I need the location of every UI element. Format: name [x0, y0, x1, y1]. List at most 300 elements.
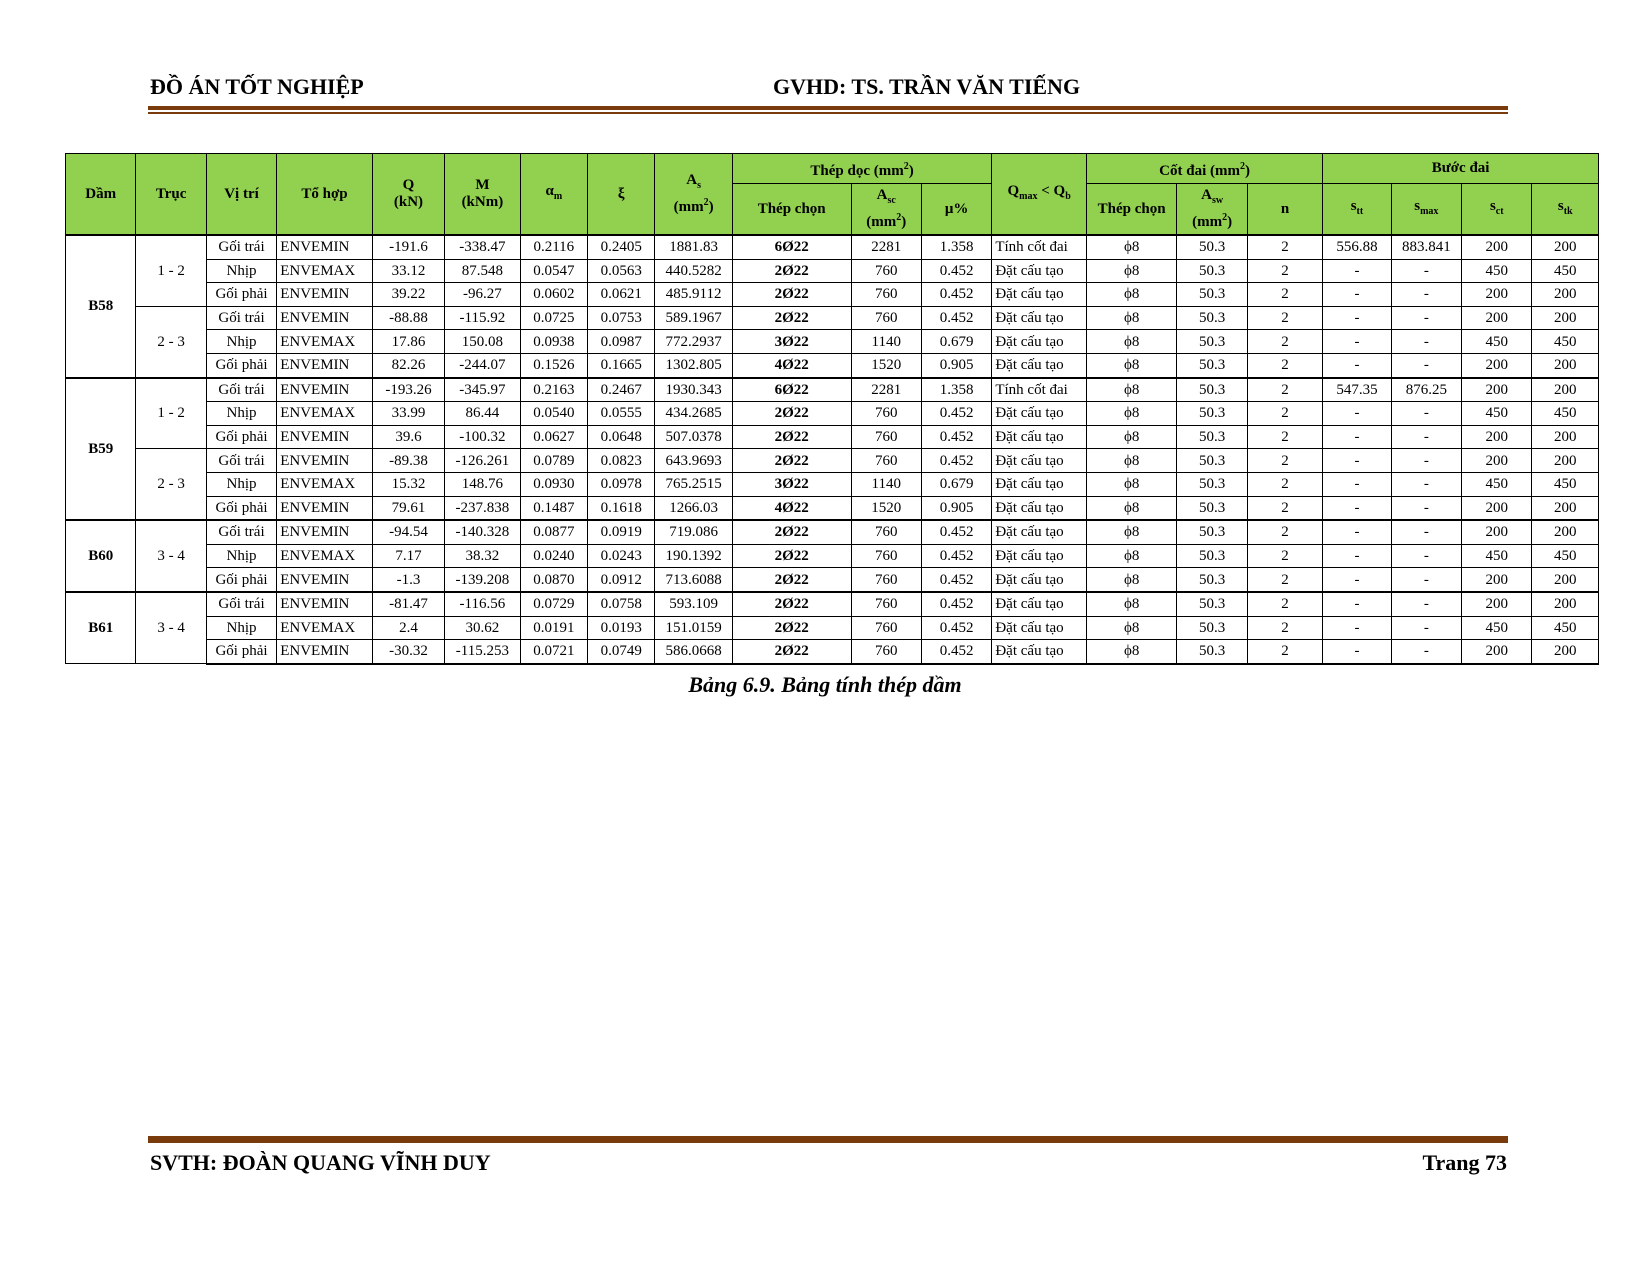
cell-sct: 450: [1462, 472, 1532, 496]
cell-thep-chon: 2Ø22: [732, 425, 851, 449]
table-row: [66, 259, 1599, 283]
cell-n: 2: [1247, 235, 1322, 259]
cell-dam: B61: [66, 592, 136, 664]
cell-n: 2: [1247, 330, 1322, 354]
cell-asw: 50.3: [1177, 472, 1247, 496]
cell-m: -116.56: [445, 592, 520, 616]
table-row: [66, 330, 1599, 354]
cell-smax: -: [1391, 496, 1461, 520]
footer-student: SVTH: ĐOÀN QUANG VĨNH DUY: [150, 1150, 491, 1175]
cell-stt: -: [1323, 520, 1391, 544]
cell-q-compare: Đặt cấu tạo: [992, 472, 1087, 496]
cell-n: 2: [1247, 425, 1322, 449]
col-alpha-m: $\alpha_m$: [520, 154, 587, 236]
cell-smax: -: [1391, 544, 1461, 568]
cell-mu: 0.452: [921, 283, 991, 307]
table-row: [66, 496, 1599, 520]
cell-stk: 200: [1532, 568, 1599, 592]
cell-asc: 1140: [851, 330, 921, 354]
cell-asc: 760: [851, 449, 921, 473]
cell-m: -126.261: [445, 449, 520, 473]
cell-as: 593.109: [655, 592, 732, 616]
cell-sct: 450: [1462, 259, 1532, 283]
cell-m: 150.08: [445, 330, 520, 354]
cell-mu: 0.452: [921, 544, 991, 568]
cell-q: 39.6: [372, 425, 444, 449]
cell-vi-tri: Gối phải: [206, 496, 276, 520]
cell-stt: -: [1323, 425, 1391, 449]
cell-to-hop: ENVEMAX: [277, 402, 373, 426]
cell-thep-dai: ϕ8: [1086, 496, 1177, 520]
cell-sct: 200: [1462, 520, 1532, 544]
cell-mu: 0.452: [921, 402, 991, 426]
col-thep-chon-dai: Thép chọn: [1086, 184, 1177, 236]
col-tohop: Tổ hợp: [277, 154, 373, 236]
col-dam: Dầm: [66, 154, 136, 236]
cell-alpha-m: 0.0540: [520, 402, 587, 426]
cell-vi-tri: Gối trái: [206, 378, 276, 402]
cell-asc: 760: [851, 259, 921, 283]
table-row: [66, 235, 1599, 259]
cell-q-compare: Đặt cấu tạo: [992, 283, 1087, 307]
cell-n: 2: [1247, 402, 1322, 426]
cell-q-compare: Đặt cấu tạo: [992, 306, 1087, 330]
cell-asc: 760: [851, 616, 921, 640]
cell-thep-dai: ϕ8: [1086, 568, 1177, 592]
cell-stk: 200: [1532, 592, 1599, 616]
cell-q-compare: Đặt cấu tạo: [992, 449, 1087, 473]
cell-vi-tri: Gối phải: [206, 640, 276, 664]
cell-q-compare: Đặt cấu tạo: [992, 616, 1087, 640]
cell-as: 434.2685: [655, 402, 732, 426]
cell-stt: -: [1323, 283, 1391, 307]
table-row: [66, 640, 1599, 664]
table-row: [66, 520, 1599, 544]
cell-q-compare: Đặt cấu tạo: [992, 259, 1087, 283]
cell-thep-chon: 6Ø22: [732, 235, 851, 259]
cell-asw: 50.3: [1177, 449, 1247, 473]
cell-thep-chon: 2Ø22: [732, 640, 851, 664]
cell-n: 2: [1247, 544, 1322, 568]
cell-vi-tri: Gối phải: [206, 353, 276, 377]
cell-stt: -: [1323, 402, 1391, 426]
cell-asw: 50.3: [1177, 330, 1247, 354]
cell-q-compare: Đặt cấu tạo: [992, 640, 1087, 664]
cell-thep-chon: 2Ø22: [732, 592, 851, 616]
cell-q-compare: Tính cốt đai: [992, 378, 1087, 402]
cell-m: -115.253: [445, 640, 520, 664]
cell-dam: B60: [66, 520, 136, 592]
cell-q-compare: Đặt cấu tạo: [992, 353, 1087, 377]
cell-n: 2: [1247, 520, 1322, 544]
cell-q: -193.26: [372, 378, 444, 402]
col-q: Q (kN): [372, 154, 444, 236]
cell-m: -96.27: [445, 283, 520, 307]
cell-n: 2: [1247, 496, 1322, 520]
cell-stk: 200: [1532, 449, 1599, 473]
cell-m: -237.838: [445, 496, 520, 520]
cell-stt: -: [1323, 568, 1391, 592]
table-header: [66, 154, 1599, 236]
cell-smax: -: [1391, 472, 1461, 496]
table-row: [66, 402, 1599, 426]
cell-sct: 450: [1462, 616, 1532, 640]
cell-sct: 200: [1462, 235, 1532, 259]
cell-mu: 0.452: [921, 306, 991, 330]
cell-thep-chon: 4Ø22: [732, 353, 851, 377]
table-row: [66, 592, 1599, 616]
cell-q-compare: Tính cốt đai: [992, 235, 1087, 259]
cell-mu: 0.452: [921, 616, 991, 640]
col-thep-chon: Thép chọn: [732, 184, 851, 236]
col-m: M (kNm): [445, 154, 520, 236]
cell-as: 1881.83: [655, 235, 732, 259]
cell-n: 2: [1247, 616, 1322, 640]
cell-stk: 450: [1532, 330, 1599, 354]
cell-to-hop: ENVEMIN: [277, 592, 373, 616]
cell-to-hop: ENVEMIN: [277, 496, 373, 520]
cell-q: -89.38: [372, 449, 444, 473]
cell-q: 39.22: [372, 283, 444, 307]
cell-vi-tri: Gối trái: [206, 520, 276, 544]
cell-stk: 450: [1532, 472, 1599, 496]
cell-smax: -: [1391, 330, 1461, 354]
cell-xi: 0.0919: [588, 520, 655, 544]
cell-thep-chon: 4Ø22: [732, 496, 851, 520]
cell-alpha-m: 0.0930: [520, 472, 587, 496]
cell-thep-chon: 6Ø22: [732, 378, 851, 402]
cell-stk: 200: [1532, 306, 1599, 330]
cell-q-compare: Đặt cấu tạo: [992, 568, 1087, 592]
cell-thep-dai: ϕ8: [1086, 353, 1177, 377]
group-buoc-dai: Bước đai: [1323, 154, 1599, 184]
cell-truc: 3 - 4: [136, 520, 206, 592]
col-asc: $A_{sc}$ $(mm^2)$: [851, 184, 921, 236]
cell-m: 87.548: [445, 259, 520, 283]
cell-stt: -: [1323, 496, 1391, 520]
cell-asc: 760: [851, 306, 921, 330]
table-row: [66, 283, 1599, 307]
cell-asc: 1140: [851, 472, 921, 496]
cell-sct: 450: [1462, 544, 1532, 568]
cell-to-hop: ENVEMAX: [277, 472, 373, 496]
table-row: [66, 306, 1599, 330]
cell-asc: 760: [851, 520, 921, 544]
cell-as: 772.2937: [655, 330, 732, 354]
cell-mu: 0.452: [921, 568, 991, 592]
cell-to-hop: ENVEMIN: [277, 235, 373, 259]
cell-q: 79.61: [372, 496, 444, 520]
cell-smax: -: [1391, 402, 1461, 426]
cell-asw: 50.3: [1177, 496, 1247, 520]
cell-thep-chon: 2Ø22: [732, 283, 851, 307]
cell-vi-tri: Nhịp: [206, 616, 276, 640]
cell-asw: 50.3: [1177, 259, 1247, 283]
col-vitri: Vị trí: [206, 154, 276, 236]
col-asw: $A_{sw}$ $(mm^2)$: [1177, 184, 1247, 236]
cell-q: -94.54: [372, 520, 444, 544]
cell-stk: 200: [1532, 520, 1599, 544]
cell-as: 440.5282: [655, 259, 732, 283]
cell-vi-tri: Nhịp: [206, 472, 276, 496]
cell-m: 38.32: [445, 544, 520, 568]
cell-mu: 0.452: [921, 592, 991, 616]
cell-sct: 200: [1462, 283, 1532, 307]
cell-asc: 1520: [851, 496, 921, 520]
cell-stk: 450: [1532, 616, 1599, 640]
cell-asc: 760: [851, 544, 921, 568]
cell-thep-dai: ϕ8: [1086, 330, 1177, 354]
cell-alpha-m: 0.1526: [520, 353, 587, 377]
cell-alpha-m: 0.0240: [520, 544, 587, 568]
cell-sct: 450: [1462, 402, 1532, 426]
cell-as: 190.1392: [655, 544, 732, 568]
cell-thep-chon: 3Ø22: [732, 472, 851, 496]
cell-xi: 0.0563: [588, 259, 655, 283]
cell-stt: -: [1323, 640, 1391, 664]
cell-sct: 200: [1462, 496, 1532, 520]
footer-page-number: Trang 73: [1422, 1150, 1507, 1175]
cell-xi: 0.0823: [588, 449, 655, 473]
cell-stt: 547.35: [1323, 378, 1391, 402]
cell-n: 2: [1247, 449, 1322, 473]
cell-sct: 200: [1462, 353, 1532, 377]
cell-xi: 0.1618: [588, 496, 655, 520]
cell-thep-dai: ϕ8: [1086, 640, 1177, 664]
cell-asw: 50.3: [1177, 402, 1247, 426]
cell-to-hop: ENVEMIN: [277, 425, 373, 449]
cell-thep-chon: 2Ø22: [732, 544, 851, 568]
cell-q-compare: Đặt cấu tạo: [992, 592, 1087, 616]
cell-alpha-m: 0.0602: [520, 283, 587, 307]
cell-alpha-m: 0.2116: [520, 235, 587, 259]
cell-stk: 450: [1532, 544, 1599, 568]
cell-vi-tri: Nhịp: [206, 544, 276, 568]
cell-asc: 1520: [851, 353, 921, 377]
cell-thep-dai: ϕ8: [1086, 544, 1177, 568]
cell-vi-tri: Nhịp: [206, 402, 276, 426]
cell-vi-tri: Gối trái: [206, 306, 276, 330]
cell-sct: 200: [1462, 449, 1532, 473]
cell-xi: 0.2405: [588, 235, 655, 259]
cell-to-hop: ENVEMAX: [277, 544, 373, 568]
cell-smax: -: [1391, 283, 1461, 307]
cell-as: 1266.03: [655, 496, 732, 520]
cell-sct: 200: [1462, 640, 1532, 664]
cell-stt: -: [1323, 259, 1391, 283]
cell-asw: 50.3: [1177, 640, 1247, 664]
cell-vi-tri: Gối trái: [206, 235, 276, 259]
cell-stt: -: [1323, 472, 1391, 496]
cell-n: 2: [1247, 259, 1322, 283]
col-stt: $s_{tt}$: [1323, 184, 1391, 236]
cell-xi: 0.0912: [588, 568, 655, 592]
table-row: [66, 472, 1599, 496]
col-truc: Trục: [136, 154, 206, 236]
cell-asw: 50.3: [1177, 425, 1247, 449]
cell-mu: 0.905: [921, 496, 991, 520]
cell-asc: 760: [851, 592, 921, 616]
cell-xi: 0.0243: [588, 544, 655, 568]
cell-alpha-m: 0.0725: [520, 306, 587, 330]
cell-to-hop: ENVEMIN: [277, 306, 373, 330]
cell-q: 82.26: [372, 353, 444, 377]
cell-smax: -: [1391, 449, 1461, 473]
cell-to-hop: ENVEMIN: [277, 353, 373, 377]
cell-m: -338.47: [445, 235, 520, 259]
col-smax: $s_{max}$: [1391, 184, 1461, 236]
cell-stt: -: [1323, 330, 1391, 354]
cell-vi-tri: Gối phải: [206, 425, 276, 449]
cell-smax: -: [1391, 568, 1461, 592]
group-thep-doc: Thép dọc $(mm^2)$: [732, 154, 992, 184]
cell-thep-chon: 3Ø22: [732, 330, 851, 354]
cell-mu: 0.452: [921, 640, 991, 664]
cell-m: -100.32: [445, 425, 520, 449]
cell-stk: 200: [1532, 378, 1599, 402]
cell-alpha-m: 0.2163: [520, 378, 587, 402]
cell-q-compare: Đặt cấu tạo: [992, 425, 1087, 449]
cell-asw: 50.3: [1177, 283, 1247, 307]
cell-stt: -: [1323, 353, 1391, 377]
cell-alpha-m: 0.0789: [520, 449, 587, 473]
cell-q: 2.4: [372, 616, 444, 640]
cell-vi-tri: Gối trái: [206, 592, 276, 616]
cell-xi: 0.0758: [588, 592, 655, 616]
cell-asw: 50.3: [1177, 544, 1247, 568]
table-row: [66, 353, 1599, 377]
cell-m: 30.62: [445, 616, 520, 640]
cell-stt: -: [1323, 592, 1391, 616]
cell-stk: 450: [1532, 259, 1599, 283]
cell-alpha-m: 0.0627: [520, 425, 587, 449]
cell-asw: 50.3: [1177, 378, 1247, 402]
cell-m: 86.44: [445, 402, 520, 426]
cell-alpha-m: 0.0938: [520, 330, 587, 354]
cell-to-hop: ENVEMIN: [277, 568, 373, 592]
cell-smax: -: [1391, 353, 1461, 377]
cell-mu: 0.679: [921, 330, 991, 354]
cell-thep-chon: 2Ø22: [732, 402, 851, 426]
cell-xi: 0.0193: [588, 616, 655, 640]
col-stk: $s_{tk}$: [1532, 184, 1599, 236]
cell-xi: 0.0987: [588, 330, 655, 354]
cell-q: 7.17: [372, 544, 444, 568]
cell-thep-chon: 2Ø22: [732, 616, 851, 640]
cell-alpha-m: 0.0729: [520, 592, 587, 616]
cell-thep-chon: 2Ø22: [732, 449, 851, 473]
cell-q-compare: Đặt cấu tạo: [992, 330, 1087, 354]
cell-vi-tri: Gối phải: [206, 568, 276, 592]
cell-q: -81.47: [372, 592, 444, 616]
table-row: [66, 616, 1599, 640]
beam-steel-table: [65, 153, 1599, 665]
cell-as: 507.0378: [655, 425, 732, 449]
cell-stk: 200: [1532, 640, 1599, 664]
cell-n: 2: [1247, 283, 1322, 307]
cell-mu: 0.452: [921, 449, 991, 473]
cell-dam: B58: [66, 235, 136, 378]
cell-dam: B59: [66, 378, 136, 521]
cell-n: 2: [1247, 592, 1322, 616]
cell-q: -30.32: [372, 640, 444, 664]
cell-n: 2: [1247, 353, 1322, 377]
cell-stk: 200: [1532, 283, 1599, 307]
col-as: $A_s$ $(mm^2)$: [655, 154, 732, 236]
cell-q: -1.3: [372, 568, 444, 592]
cell-thep-dai: ϕ8: [1086, 259, 1177, 283]
cell-stt: -: [1323, 616, 1391, 640]
cell-mu: 1.358: [921, 378, 991, 402]
cell-m: -140.328: [445, 520, 520, 544]
cell-alpha-m: 0.1487: [520, 496, 587, 520]
cell-stk: 200: [1532, 425, 1599, 449]
cell-thep-dai: ϕ8: [1086, 425, 1177, 449]
cell-asc: 760: [851, 568, 921, 592]
cell-stt: -: [1323, 544, 1391, 568]
cell-q: 17.86: [372, 330, 444, 354]
cell-as: 485.9112: [655, 283, 732, 307]
cell-mu: 1.358: [921, 235, 991, 259]
cell-thep-chon: 2Ø22: [732, 259, 851, 283]
cell-n: 2: [1247, 378, 1322, 402]
cell-stk: 200: [1532, 235, 1599, 259]
cell-thep-dai: ϕ8: [1086, 235, 1177, 259]
col-sct: $s_{ct}$: [1462, 184, 1532, 236]
cell-m: -139.208: [445, 568, 520, 592]
cell-as: 643.9693: [655, 449, 732, 473]
cell-alpha-m: 0.0877: [520, 520, 587, 544]
cell-smax: -: [1391, 520, 1461, 544]
col-n: n: [1247, 184, 1322, 236]
cell-xi: 0.0648: [588, 425, 655, 449]
cell-stk: 200: [1532, 496, 1599, 520]
cell-thep-dai: ϕ8: [1086, 472, 1177, 496]
cell-asc: 2281: [851, 235, 921, 259]
cell-as: 719.086: [655, 520, 732, 544]
cell-sct: 450: [1462, 330, 1532, 354]
cell-xi: 0.0555: [588, 402, 655, 426]
cell-to-hop: ENVEMAX: [277, 259, 373, 283]
cell-mu: 0.452: [921, 425, 991, 449]
cell-thep-dai: ϕ8: [1086, 520, 1177, 544]
cell-m: -115.92: [445, 306, 520, 330]
footer-rule: [148, 1136, 1508, 1143]
cell-alpha-m: 0.0191: [520, 616, 587, 640]
cell-n: 2: [1247, 640, 1322, 664]
cell-n: 2: [1247, 306, 1322, 330]
col-xi: ξ: [588, 154, 655, 236]
cell-as: 151.0159: [655, 616, 732, 640]
cell-sct: 200: [1462, 378, 1532, 402]
cell-sct: 200: [1462, 592, 1532, 616]
header-advisor: GVHD: TS. TRẦN VĂN TIẾNG: [773, 74, 1081, 99]
cell-vi-tri: Gối trái: [206, 449, 276, 473]
cell-to-hop: ENVEMIN: [277, 283, 373, 307]
cell-xi: 0.0621: [588, 283, 655, 307]
cell-asw: 50.3: [1177, 592, 1247, 616]
cell-q-compare: Đặt cấu tạo: [992, 496, 1087, 520]
cell-thep-chon: 2Ø22: [732, 306, 851, 330]
header-rule-thin: [148, 112, 1508, 114]
cell-alpha-m: 0.0547: [520, 259, 587, 283]
cell-thep-dai: ϕ8: [1086, 378, 1177, 402]
cell-smax: -: [1391, 640, 1461, 664]
cell-q-compare: Đặt cấu tạo: [992, 520, 1087, 544]
steel-table-container: [65, 153, 1599, 665]
cell-truc: 2 - 3: [136, 306, 206, 377]
cell-smax: -: [1391, 616, 1461, 640]
